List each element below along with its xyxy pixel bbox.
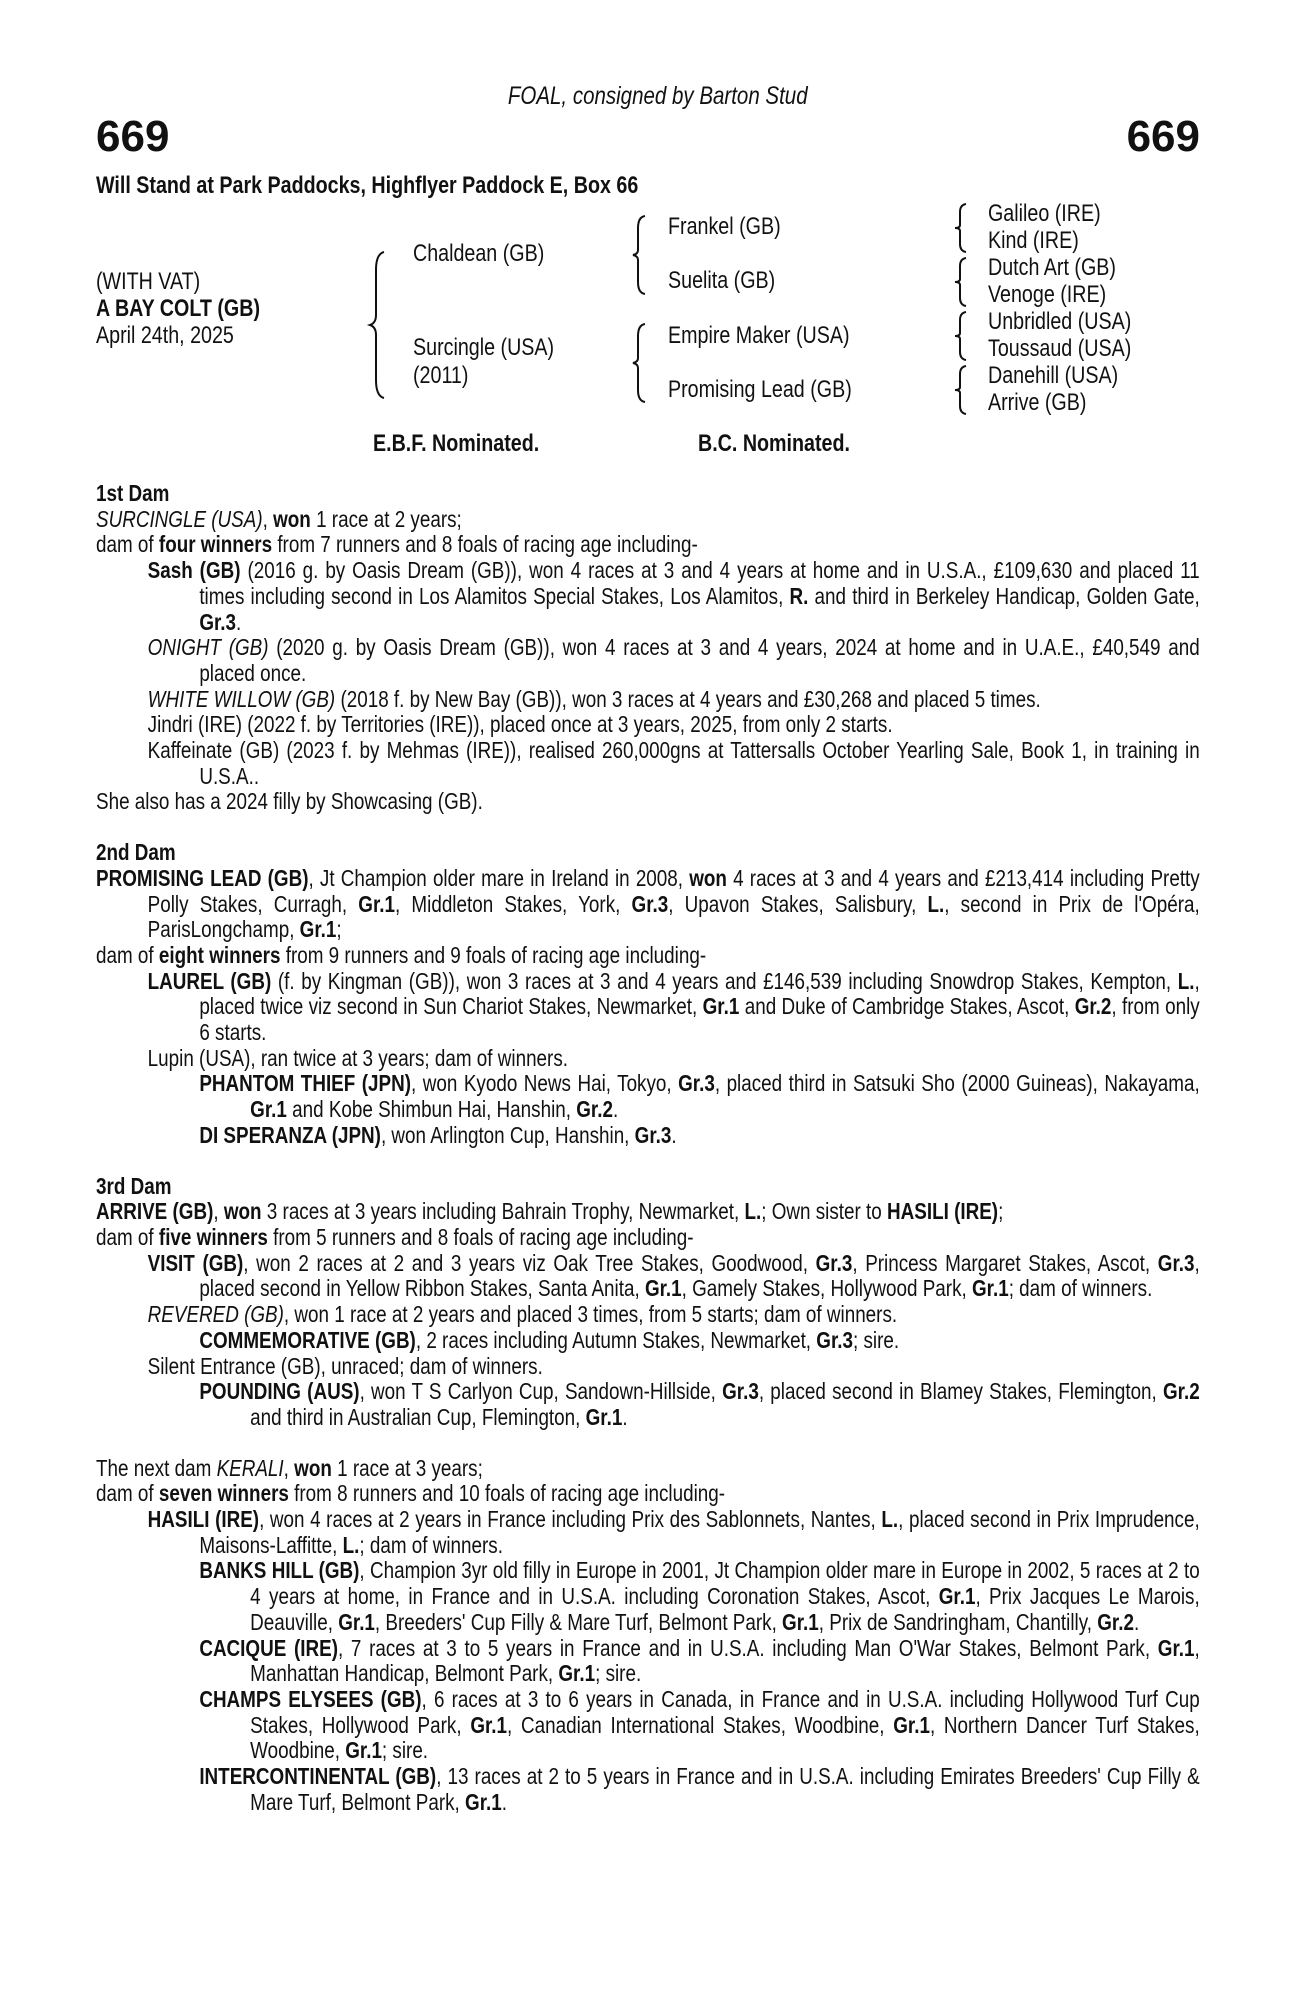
entry-text: , second in Prix de l'Opéra, ParisLongchamp, [147, 890, 1200, 943]
entry-text: . [612, 1096, 619, 1123]
bold-text: Gr.1 [893, 1711, 930, 1738]
bold-text: Gr.1 [971, 1275, 1009, 1302]
entry-text: and Duke of Cambridge Stakes, Ascot, [739, 993, 1075, 1020]
bold-text: Gr.2 [1163, 1378, 1200, 1405]
entry-text: , 6 races at 3 to 6 years in Canada, in France and in U.S.A. including Hollywood Turf Cup Stakes, Hollywood Park, [250, 1685, 1200, 1738]
bold-text: Gr.1 [558, 1660, 596, 1687]
horse-name: A BAY COLT (GB) [96, 295, 261, 322]
bold-text: Gr.1 [465, 1788, 502, 1815]
bold-text: Gr.2 [576, 1096, 613, 1123]
entry-text: 1 race at 2 years; [310, 505, 462, 532]
bold-text: Gr.1 [470, 1711, 508, 1738]
bold-text: Gr.3 [722, 1378, 759, 1405]
entry-text: , won 2 races at 2 and 3 years viz Oak Tree Stakes, Goodwood, [243, 1249, 816, 1276]
bold-text: Gr.3 [634, 1121, 672, 1148]
entry-text: The next dam [96, 1454, 217, 1481]
bold-text: won [294, 1454, 332, 1481]
produce-entry [96, 532, 1200, 558]
consignor-line: FOAL, consigned by Barton Stud [507, 82, 808, 110]
produce-entry [96, 969, 1200, 1046]
entry-text: , placed second in Yellow Ribbon Stakes, Santa Anita, [199, 1249, 1200, 1302]
entry-text: (2020 g. by Oasis Dream (GB)), won 4 races at 3 and 4 years, 2024 at home and in U.A.E., £40,549 and placed once. [199, 634, 1200, 686]
entry-text: Kaffeinate (GB) (2023 f. by Mehmas (IRE)), realised 260,000gns at Tattersalls October Yearling Sale, Book 1, in training in U.S.A.. [147, 737, 1200, 789]
brace-icon [955, 365, 971, 415]
entry-text: , Princess Margaret Stakes, Ascot, [852, 1249, 1158, 1276]
produce-entry [96, 1636, 1200, 1687]
bold-text: Gr.2 [1097, 1608, 1134, 1635]
produce-entry [96, 558, 1200, 635]
pedigree-granddam: Promising Lead (GB) [668, 376, 852, 403]
pedigree-gen3: Danehill (USA) [988, 362, 1119, 389]
brace-icon [955, 257, 971, 307]
entry-text: 4 races at 3 and 4 years and £213,414 including Pretty Polly Stakes, Curragh, [147, 864, 1200, 917]
entry-text: , won Arlington Cup, Hanshin, [380, 1121, 635, 1148]
bold-text: L. [342, 1531, 360, 1558]
dam-section [96, 840, 1200, 1148]
entry-text: . [622, 1403, 628, 1430]
bold-text: four winners [158, 531, 273, 558]
produce-entry [96, 943, 1200, 969]
bold-text: Gr.3 [816, 1326, 854, 1353]
bold-text: Gr.1 [250, 1096, 287, 1123]
entry-text: from 7 runners and 8 foals of racing age including- [272, 531, 698, 558]
bold-text: seven winners [158, 1480, 289, 1507]
brace-icon [633, 214, 651, 296]
bc-nomination: B.C. Nominated. [698, 430, 850, 457]
entry-text: Jindri (IRE) (2022 f. by Territories (IRE)), placed once at 3 years, 2025, from only 2 starts. [147, 711, 893, 738]
pedigree-gen3: Kind (IRE) [988, 227, 1079, 254]
entry-text: , [213, 1198, 224, 1225]
produce-entry [96, 1251, 1200, 1302]
pedigree-dam-year: (2011) [413, 362, 469, 389]
bold-text: VISIT (GB) [147, 1249, 244, 1276]
dam-section [96, 1456, 1200, 1816]
bold-text: L. [927, 890, 945, 917]
bold-text: Gr.1 [585, 1403, 623, 1430]
entry-text: , Prix Jacques Le Marois, Deauville, [250, 1583, 1200, 1635]
brace-icon [955, 311, 971, 361]
produce-entry [96, 866, 1200, 943]
produce-entry [96, 1456, 1200, 1482]
bold-text: HASILI (IRE) [887, 1198, 999, 1225]
bold-text: eight winners [158, 941, 281, 968]
dam-section [96, 481, 1200, 815]
entry-text: , won 1 race at 2 years and placed 3 times, from 5 starts; dam of winners. [283, 1301, 898, 1328]
vat-note: (WITH VAT) [96, 268, 201, 295]
entry-text: , Gamely Stakes, Hollywood Park, [681, 1275, 972, 1302]
produce-entry [96, 1199, 1200, 1225]
entry-text: dam of [96, 531, 159, 558]
entry-text: , [283, 1454, 295, 1481]
italic-text: ONIGHT (GB) [147, 634, 269, 661]
produce-entry [96, 1302, 1200, 1328]
bold-text: Sash (GB) [147, 557, 241, 584]
entry-text: , placed twice viz second in Sun Chariot Stakes, Newmarket, [199, 967, 1200, 1020]
bold-text: Gr.3 [631, 890, 669, 917]
bold-text: Gr.1 [782, 1608, 819, 1635]
foaling-date: April 24th, 2025 [96, 322, 234, 349]
lot-number-right: 669 [1126, 112, 1200, 161]
brace-icon [955, 203, 971, 253]
bold-text: five winners [158, 1223, 268, 1250]
section-heading: 2nd Dam [96, 839, 176, 866]
entry-text: , won 4 races at 2 years in France including Prix des Sablonnets, Nantes, [259, 1506, 882, 1533]
bold-text: PROMISING LEAD (GB) [96, 864, 309, 891]
bold-text: Gr.1 [338, 1608, 375, 1635]
bold-text: PHANTOM THIEF (JPN) [199, 1070, 412, 1097]
entry-text: . [501, 1788, 507, 1815]
entry-text: . [236, 608, 242, 635]
entry-text: , Jt Champion older mare in Ireland in 2008, [308, 864, 690, 891]
entry-text: dam of [96, 941, 159, 968]
brace-icon [370, 250, 390, 400]
entry-text: ; sire. [853, 1326, 900, 1353]
produce-entry [96, 1354, 1200, 1380]
entry-text: (2016 g. by Oasis Dream (GB)), won 4 races at 3 and 4 years at home and in U.S.A., £109,630 and placed 11 times including second in Los Alamitos Special Stakes, Los Alamitos, [199, 557, 1200, 609]
produce-entry [96, 1046, 1200, 1072]
produce-entry [96, 687, 1200, 713]
entry-text: , Prix de Sandringham, Chantilly, [818, 1608, 1098, 1635]
bold-text: DI SPERANZA (JPN) [199, 1121, 381, 1148]
entry-text: ; dam of winners. [359, 1531, 503, 1558]
entry-text: She also has a 2024 filly by Showcasing (GB). [96, 788, 483, 815]
pedigree-grandsire: Empire Maker (USA) [668, 322, 850, 349]
section-heading: 1st Dam [96, 480, 170, 506]
pedigree-gen3: Dutch Art (GB) [988, 254, 1116, 281]
entry-text: , 13 races at 2 to 5 years in France and in U.S.A. including Emirates Breeders' Cup Filly & Mare Turf, Belmont Park, [250, 1763, 1200, 1815]
bold-text: CACIQUE (IRE) [199, 1634, 338, 1661]
entry-text: , placed second in Prix Imprudence, Maisons-Laffitte, [199, 1506, 1200, 1558]
entry-text: ; [336, 916, 342, 943]
produce-entry [96, 1071, 1200, 1122]
bold-text: R. [789, 582, 809, 609]
produce-entry [96, 1507, 1200, 1558]
entry-text: dam of [96, 1223, 159, 1250]
bold-text: Gr.1 [938, 1583, 976, 1610]
ebf-nomination: E.B.F. Nominated. [373, 430, 540, 457]
bold-text: COMMEMORATIVE (GB) [199, 1326, 416, 1353]
pedigree-gen3: Toussaud (USA) [988, 335, 1132, 362]
italic-text: KERALI [216, 1454, 284, 1481]
bold-text: ARRIVE (GB) [96, 1198, 214, 1225]
pedigree-granddam: Suelita (GB) [668, 267, 776, 294]
entry-text: ; [998, 1198, 1004, 1225]
produce-entry [96, 789, 1200, 815]
bold-text: LAUREL (GB) [147, 967, 272, 994]
entry-text: ; sire. [381, 1737, 429, 1764]
section-heading: 3rd Dam [96, 1172, 172, 1199]
bold-text: BANKS HILL (GB) [199, 1557, 360, 1584]
entry-text: ; Own sister to [761, 1198, 888, 1225]
entry-text: dam of [96, 1480, 159, 1507]
entry-text: . [1133, 1608, 1140, 1635]
pedigree-gen3: Arrive (GB) [988, 389, 1087, 416]
produce-entry [96, 1558, 1200, 1635]
pedigree-sire: Chaldean (GB) [413, 240, 545, 267]
produce-entry [96, 1481, 1200, 1507]
entry-text: ; dam of winners. [1008, 1275, 1153, 1302]
entry-text: , Manhattan Handicap, Belmont Park, [250, 1634, 1200, 1687]
entry-text: Lupin (USA), ran twice at 3 years; dam of winners. [147, 1044, 568, 1071]
brace-icon [633, 322, 651, 404]
entry-text: , placed second in Blamey Stakes, Flemington, [758, 1378, 1164, 1405]
bold-text: Gr.3 [678, 1070, 715, 1097]
entry-text: , [262, 505, 274, 532]
bold-text: HASILI (IRE) [147, 1506, 260, 1533]
bold-text: INTERCONTINENTAL (GB) [199, 1763, 437, 1790]
entry-text: Silent Entrance (GB), unraced; dam of winners. [147, 1352, 543, 1379]
produce-entry [96, 712, 1200, 738]
dam-section [96, 1174, 1200, 1431]
entry-text: , Champion 3yr old filly in Europe in 2001, Jt Champion older mare in Europe in 2002, 5 races at 2 to 4 years at home, in France and in U.S.A. including Coronation Stakes, Ascot, [250, 1557, 1200, 1610]
pedigree-gen3: Galileo (IRE) [988, 200, 1101, 227]
pedigree-gen3: Unbridled (USA) [988, 308, 1132, 335]
bold-text: Gr.1 [702, 993, 740, 1020]
bold-text: Gr.1 [644, 1275, 682, 1302]
entry-text: and third in Australian Cup, Flemington, [250, 1403, 586, 1430]
pedigree-dam: Surcingle (USA) [413, 334, 555, 361]
entry-text: , Upavon Stakes, Salisbury, [668, 890, 928, 917]
entry-text: , Breeders' Cup Filly & Mare Turf, Belmont Park, [374, 1608, 783, 1635]
entry-text: from 5 runners and 8 foals of racing age including- [267, 1223, 694, 1250]
bold-text: Gr.3 [815, 1249, 853, 1276]
entry-text: from 8 runners and 10 foals of racing age including- [288, 1480, 726, 1507]
bold-text: CHAMPS ELYSEES (GB) [199, 1685, 422, 1712]
bold-text: L. [881, 1506, 899, 1533]
entry-text: 3 races at 3 years including Bahrain Trophy, Newmarket, [261, 1198, 745, 1225]
produce-entry [96, 1764, 1200, 1815]
bold-text: Gr.3 [1157, 1249, 1195, 1276]
bold-text: L. [744, 1198, 762, 1225]
entry-text: (f. by Kingman (GB)), won 3 races at 3 and 4 years and £146,539 including Snowdrop Stakes, Kempton, [271, 967, 1178, 994]
entry-text: (2018 f. by New Bay (GB)), won 3 races at 4 years and £30,268 and placed 5 times. [335, 685, 1041, 712]
italic-text: WHITE WILLOW (GB) [147, 685, 336, 712]
entry-text: , Canadian International Stakes, Woodbine, [507, 1711, 894, 1738]
produce-entry [96, 1379, 1200, 1430]
entry-text: from 9 runners and 9 foals of racing age including- [280, 941, 707, 968]
entry-text: and Kobe Shimbun Hai, Hanshin, [286, 1096, 577, 1123]
lot-number-left: 669 [96, 112, 170, 161]
entry-text: , placed third in Satsuki Sho (2000 Guineas), Nakayama, [714, 1070, 1200, 1097]
bold-text: POUNDING (AUS) [199, 1378, 360, 1405]
bold-text: L. [1177, 967, 1195, 994]
entry-text: 1 race at 3 years; [331, 1454, 483, 1481]
produce-entry [96, 1687, 1200, 1764]
bold-text: won [273, 505, 311, 532]
produce-entry [96, 738, 1200, 789]
entry-text: , 2 races including Autumn Stakes, Newmarket, [415, 1326, 817, 1353]
pedigree-gen3: Venoge (IRE) [988, 281, 1107, 308]
catalogue-body [96, 481, 1200, 1840]
produce-entry [96, 1123, 1200, 1149]
entry-text: , 7 races at 3 to 5 years in France and in U.S.A. including Man O'War Stakes, Belmont Park, [337, 1634, 1158, 1661]
bold-text: Gr.1 [1157, 1634, 1195, 1661]
entry-text: , won T S Carlyon Cup, Sandown-Hillside, [359, 1378, 723, 1405]
bold-text: Gr.2 [1074, 993, 1112, 1020]
bold-text: won [223, 1198, 262, 1225]
entry-text: , Middleton Stakes, York, [395, 890, 632, 917]
bold-text: Gr.1 [299, 916, 337, 943]
italic-text: REVERED (GB) [147, 1301, 284, 1328]
produce-entry [96, 1225, 1200, 1251]
produce-entry [96, 635, 1200, 686]
produce-entry [96, 507, 1200, 533]
entry-text: . [671, 1121, 677, 1148]
entry-text: and third in Berkeley Handicap, Golden Gate, [808, 582, 1200, 609]
bold-text: won [689, 864, 727, 891]
bold-text: Gr.3 [199, 608, 237, 635]
entry-text: , won Kyodo News Hai, Tokyo, [411, 1070, 679, 1097]
entry-text: , from only 6 starts. [199, 993, 1200, 1046]
bold-text: Gr.1 [345, 1737, 382, 1764]
pedigree-grandsire: Frankel (GB) [668, 213, 781, 240]
entry-text: ; sire. [595, 1660, 642, 1687]
entry-text: , Northern Dancer Turf Stakes, Woodbine, [250, 1711, 1200, 1764]
stand-location: Will Stand at Park Paddocks, Highflyer Paddock E, Box 66 [96, 172, 639, 199]
italic-text: SURCINGLE (USA) [96, 505, 263, 532]
produce-entry [96, 1328, 1200, 1354]
bold-text: Gr.1 [358, 890, 396, 917]
